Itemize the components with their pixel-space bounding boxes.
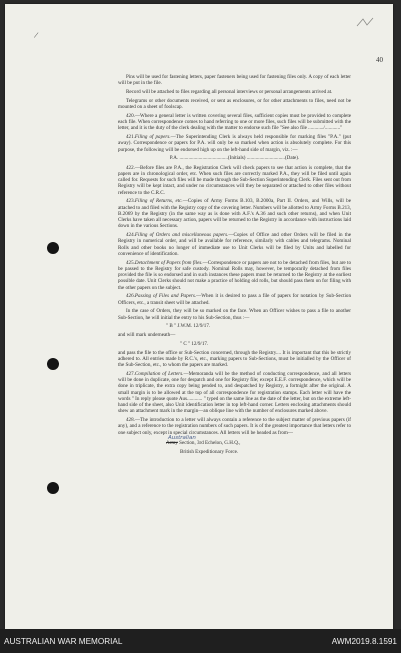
handwritten-correction: Australian	[168, 434, 196, 441]
punch-hole	[47, 358, 59, 370]
paragraph-text: —Copies of Office and other Orders will be filed in the Registry in numerical order, and will be available for reference, similarly with cables and telegrams. Nominal Rolls and other books no longer of immediate use to Unit Clerks will be filed by Units and labelled for convenience of identification.	[118, 232, 351, 257]
paragraph-text: —When it is desired to pass a file of papers for notation by Sub-Section Officers, etc., a transit sheet will be attached.	[118, 293, 352, 306]
footer-bar	[0, 629, 401, 653]
paragraph-text: —The Superintending Clerk is always held responsible for marking files "P.A." (put away). Correspondence or papers for P.A. will only be so marked when action is absolutely complete. For this purpose, the following will be endorsed high up on the left-hand side of margin, viz. :—	[118, 134, 352, 153]
paragraph-heading: Filing of Returns, etc.	[134, 198, 183, 205]
paragraph-number: 426.	[126, 293, 135, 300]
paragraph-heading: Filing of Orders and miscellaneous papers.	[134, 232, 229, 238]
page-number: 40	[376, 56, 383, 64]
paragraph-425	[118, 260, 351, 291]
document-page	[5, 4, 393, 629]
initial-example-b: " B " J.W.M. 12/9/17.	[166, 323, 211, 330]
paragraph-record: Record will be attached to files regarding all personal interviews or personal arrangements arrived at.	[126, 89, 333, 95]
punch-hole	[47, 242, 59, 254]
initial-example-c: " C " 12/9/17.	[180, 340, 209, 347]
letter-heading-address	[166, 434, 351, 446]
paragraph-heading: Detachment of Papers from files.	[134, 259, 203, 266]
catalogue-id: AWM2019.8.1591	[331, 637, 397, 646]
paragraph-426-pass: and pass the file to the office or Sub-Section concerned, through the Registry.... It is important that this be strictly adhered to. All entries made by R.C.'s, etc., marking papers to Sub-Sections, must be initialled by the Officer of the Sub-Section, etc., to whom the papers are marked.	[118, 349, 351, 368]
paragraph-426	[118, 293, 351, 306]
address-section: Section, 3rd Echelon, G.H.Q.,	[179, 439, 241, 446]
faint-stamp-mark	[355, 16, 377, 30]
paragraph-text: —Memoranda will be the method of conducting correspondence, and all letters will be done in duplicate, one for despatch and one for Registry file; except E.E.F. correspondence, which will be done in triplicate, the extra copy being pended to, and despatched by Registry, a fortnight after the original. A small margin is to be allowed at the top of all correspondence for registration stamps. Each letter will have the words " In reply please quote Aus............ " typed on the same line as the date of the letter, but on the extreme left-hand side of the sheet, also Unit identification letter in top left-hand corner. Letters enclosing attachments should shew an attachment mark in the margin—an oblique line with the number of enclosures marked above.	[118, 370, 351, 415]
paragraph-text: —Correspondence or papers are not to be detached from files, but are to be passed to the Registry for safe custody. Nominal Rolls may, however, be temporarily detached from files provided the file is so endorsed and in such instances these papers must be returned to the Registry at the earliest possible date. Unit Clerks should not make a practice of holding old rolls, but should pass them on for filing with the other papers on the subject.	[118, 259, 351, 291]
paragraph-pins: Pins will be used for fastening letters, paper fasteners being used for fastening files only. A copy of each letter will be put in the file.	[118, 74, 351, 87]
paragraph-text: —Copies of Army Forms B.103, B.2000a, Part II. Orders, and Wills, will be attached to and filed with the Registry copy of the covering letter. Numbers will be allotted to Army Forms B.213, B.2069 by the Registry (in the same way as is done with A.F.'s A.36 and such other returns), and when Unit Clerks have taken all necessary action, papers will be returned to the Registry in accordance with instructions laid down in the various Sections.	[118, 198, 351, 230]
paragraph-number: 423.	[126, 198, 135, 205]
paragraph-number: 424.	[126, 232, 135, 238]
paragraph-heading: Compilation of Letters.	[134, 370, 184, 377]
paragraph-telegrams: Telegrams or other documents received, or sent as enclosures, or for other attachments to files, need not be mounted on a sheet of foolscap.	[118, 97, 351, 110]
paragraph-422: 422.—Before files are P.A., the Registration Clerk will check papers to see that action is complete, that the papers are in chronological order, etc. When such files are correctly marked P.A., they will be filed until again called for. Requests for such files will be made through the Sub-Section Superintending Clerk. Files sent out from Registry will be kept intact, and under no circumstances will they be separated or attached to other files without reference to the C.R.C.	[118, 164, 351, 196]
paragraph-number: 425.	[126, 259, 135, 266]
struck-out-word: Army	[166, 439, 178, 446]
paragraph-heading: Filing of papers.	[134, 134, 171, 140]
document-body	[118, 74, 351, 457]
pa-endorsement-line: P.A. ......................................(Initials) ..............................(Date).	[169, 155, 300, 162]
paragraph-424	[118, 232, 351, 257]
pencil-mark: /	[33, 29, 40, 41]
paragraph-420: 420.—Where a general letter is written covering several files, sufficient copies must be provided to complete each file. When correspondence comes to hand referring to one or more files, such files will be submitted with the letter, and it is the duty of the clerk dealing with the matter to endorse such file "See also file ............/............"	[118, 112, 351, 132]
paragraph-number: 421.	[126, 134, 135, 140]
paragraph-426-mark: and will mark underneath—	[118, 332, 176, 338]
paragraph-421	[118, 134, 351, 153]
paragraph-426-orders: In the case of Orders, they will be so marked on the face. When an Officer wishes to pass a file to another Sub-Section, he will initial the entry to his Sub-Section, thus :—	[118, 308, 351, 321]
paragraph-number: 427.	[126, 370, 135, 377]
paragraph-heading: Passing of Files and Papers.	[134, 293, 197, 300]
punch-hole	[47, 482, 59, 494]
paragraph-427	[118, 371, 351, 415]
paragraph-428: 428.—The introduction to a letter will always contain a reference to the subject matter of previous papers (if any), and a reference to the registration numbers of such papers. It is of the greatest importance that letters refer to one subject only, except in special circumstances. All letters will be headed as from—	[118, 417, 351, 436]
paragraph-423	[118, 198, 351, 229]
address-line-2: British Expeditionary Force.	[180, 448, 239, 455]
institution-name: AUSTRALIAN WAR MEMORIAL	[4, 637, 123, 646]
